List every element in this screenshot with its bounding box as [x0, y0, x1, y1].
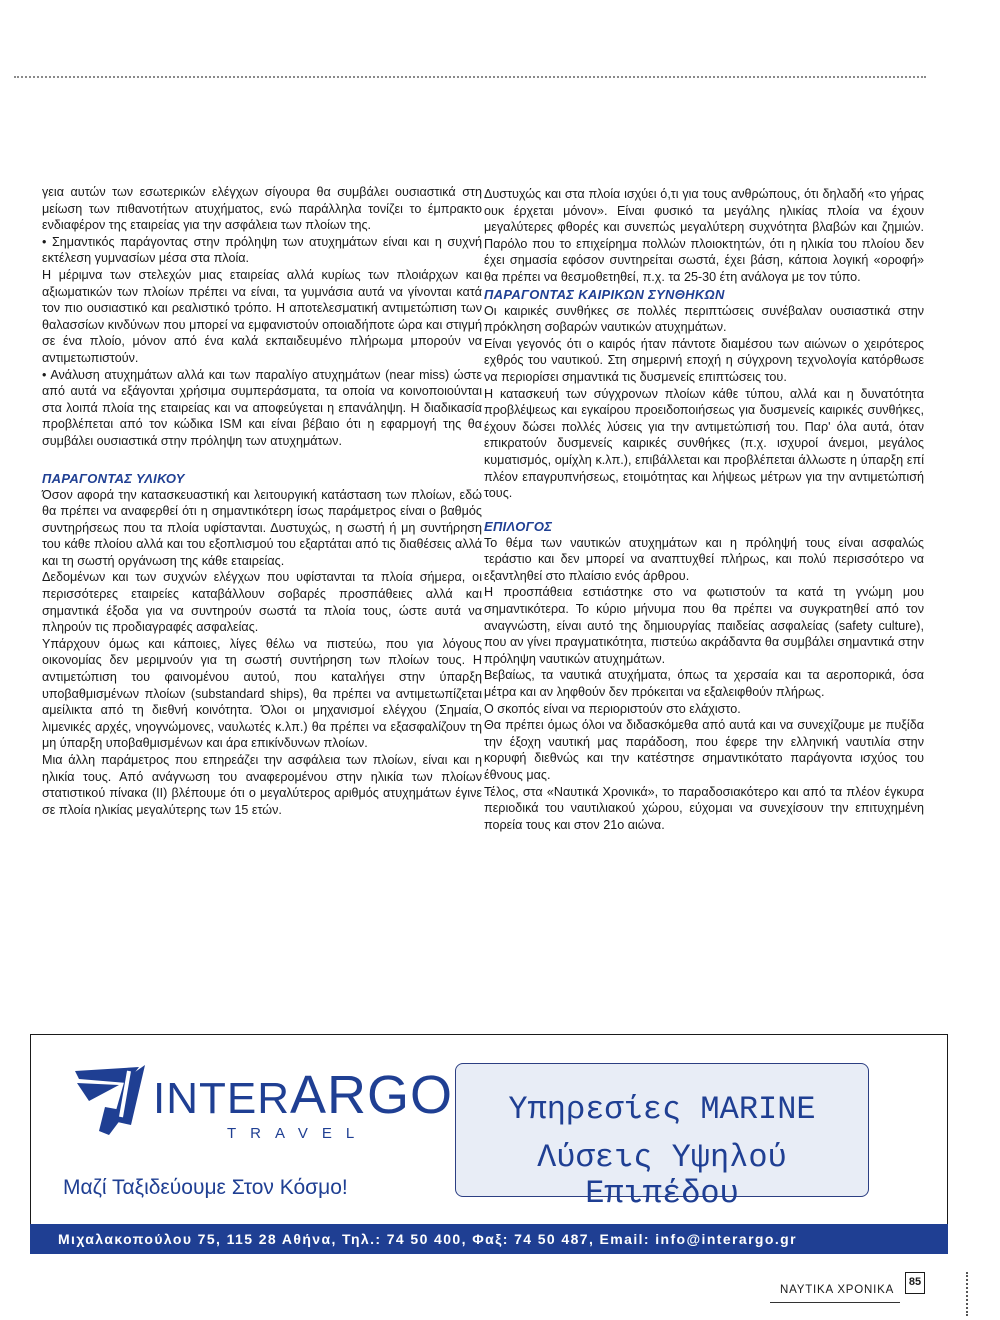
ad-slogan: Μαζί Ταξιδεύουμε Στον Κόσμο! [63, 1176, 348, 1199]
bullet-paragraph: • Σημαντικός παράγοντας στην πρόληψη των ατυχημάτων είναι και η συχνή εκτέλεση γυμνασίων μέσα στα πλοία. [42, 234, 482, 266]
paragraph: Είναι γεγονός ότι ο καιρός ήταν πάντοτε διαμέσου των αιώνων ο χειρότερος εχθρός του ναυτικού. Στη σημερινή εποχή η σύγχρονη τεχνολογία κατόρθωσε να περιορίσει σημαντικά τις δυσμενείς επιπτώσεις του. [484, 336, 924, 384]
top-dotted-rule [14, 76, 926, 78]
magazine-name: ΝΑΥΤΙΚΑ ΧΡΟΝΙΚΑ [780, 1284, 895, 1296]
paragraph: Οι καιρικές συνθήκες σε πολλές περιπτώσεις συνέβαλαν ουσιαστικά στην πρόκληση σοβαρών ναυτικών ατυχημάτων. [484, 303, 924, 335]
section-heading-epilogue: ΕΠΙΛΟΓΟΣ [484, 518, 553, 534]
right-dotted-rule [966, 1272, 968, 1316]
interargo-advertisement [30, 1034, 948, 1246]
paragraph: Δεδομένων και των συχνών ελέγχων που υφίστανται τα πλοία σήμερα, οι περισσότερες εταιρείες καταβάλλουν σοβαρές προσπάθειες αλλά και σημαντικά έξοδα για να συντηρούν σωστά τα πλοία τους, ώστε αυτά να πληρούν τις προδιαγραφές ασφαλείας. [42, 570, 482, 635]
paragraph: Βεβαίως, τα ναυτικά ατυχήματα, όπως τα χερσαία και τα αεροπορικά, όσα μέτρα και αν ληφθούν δεν πρόκειται να εξαλειφθούν πλήρως. [484, 668, 924, 700]
paragraph: Υπάρχουν όμως και κάποιες, λίγες θέλω να πιστεύω, που για λόγους οικονομίας δεν μεριμνούν για τη σωστή συντήρηση των πλοίων τους. Η αντιμετώπιση του φαινομένου αυτού, που καταλήγει στην ύπαρξη υποβαθμισμένων πλοίων (substandard ships), θα πρέπει να αντιμετωπίζεται αμείλικτα από τη διεθνή κοινότητα. Όλοι οι μηχανισμοί ελέγχου (Σημαία, λιμενικές αρχές, νηογνώμονες, ναυλωτές κ.λπ.) θα πρέπει να εξασφαλίζουν τη μη ύπαρξη υποβαθμισμένων και άρα επικίνδυνων πλοίων. [42, 636, 482, 751]
marine-services-box [455, 1063, 869, 1212]
paragraph: Μια άλλη παράμετρος που επηρεάζει την ασφάλεια των πλοίων, είναι και η ηλικία τους. Από ανάγνωση του αναφερομένου στην ηλικία των πλοίων στατιστικού πίνακα (ΙΙ) βλέπουμε ότι ο μεγαλύτερος αριθμός ατυχημάτων έγινε σε πλοία ηλικίας μεγαλύτερης των 15 ετών. [42, 753, 482, 817]
ad-contact-bar: Μιχαλακοπούλου 75, 115 28 Αθήνα, Τηλ.: 74 50 400, Φαξ: 74 50 487, Email: info@interargo.gr [30, 1224, 948, 1254]
paragraph: Όσον αφορά την κατασκευαστική και λειτουργική κατάσταση των πλοίων, εδώ θα πρέπει να αναφερθεί ότι η σημαντικότερη ίσως παράμετρος είναι ο βαθμός συντηρήσεως που τα πλοία υφίστανται. Δυστυχώς, η σωστή ή μη συντήρηση του κάθε πλοίου αλλά και του εξοπλισμού του εξαρτάται από τις διαθέσεις αλλά και τη σωστή οργάνωση της κάθε εταιρείας. [42, 487, 482, 568]
paragraph: Ο σκοπός είναι να περιοριστούν στο ελάχιστο. [484, 701, 741, 716]
interargo-logo [69, 1061, 454, 1151]
section-heading-material: ΠΑΡΑΓΟΝΤΑΣ ΥΛΙΚΟΥ [42, 470, 185, 486]
paragraph: Το θέμα των ναυτικών ατυχημάτων και η πρόληψή τους είναι ασφαλώς τεράστιο και δεν μπορεί να αναπτυχθεί πλήρως, και πολύ περισσότερο να εξαντληθεί στο πλαίσιο ενός άρθρου. [484, 535, 924, 583]
marine-line-1: Υπηρεσίες MARINE [508, 1091, 816, 1128]
marine-line-2: Λύσεις Υψηλού Επιπέδου [537, 1139, 787, 1212]
left-column [42, 184, 482, 818]
paragraph: Θα πρέπει όμως όλοι να διδασκόμεθα από αυτά και να συνεχίζουμε με πυξίδα την έξοχη ναυτική μας παράδοση, που έφερε την ελληνική ναυτιλία στην κορυφή διεθνώς και την κατέστησε σημαντικότατο παράγοντα ισχύος του έθνους μας. [484, 718, 924, 782]
paragraph: Η μέριμνα των στελεχών μιας εταιρείας αλλά κυρίως των πλοιάρχων και αξιωματικών των πλοίων πρέπει να είναι, τα γυμνάσια αυτά να γίνονται κατά τον πιο ουσιαστικό και ρεαλιστικό τρόπο. Η αποτελεσματική αντιμετώπιση των θαλασσίων κινδύνων που μπορεί να εμφανιστούν οποιαδήποτε ώρα και στιγμή σε ένα πλοίο, μόνον από ένα καλά εκπαιδευμένο πλήρωμα μπορούν να αντιμετωπιστούν. [42, 267, 482, 365]
bullet-paragraph: • Ανάλυση ατυχημάτων αλλά και των παραλίγο ατυχημάτων (near miss) ώστε από αυτά να εξάγονται χρήσιμα συμπεράσματα, τα οποία να κοινοποιούνται στα λοιπά πλοία της εταιρείας και να αποφεύγεται η επανάληψη. Η διαδικασία προβλέπεται από τον κώδικα ISM και είναι βέβαιο ότι η εφαρμογή της θα συμβάλει ουσιαστικά στην πρόληψη των ατυχημάτων. [42, 367, 482, 448]
paragraph: γεια αυτών των εσωτερικών ελέγχων σίγουρα θα συμβάλει ουσιαστικά στη μείωση των πιθανοτήτων ατυχήματος, ενώ παράλληλα τονίζει το έμπρακτο ενδιαφέρον της εταιρείας για την ασφάλεια των πλοίων της. [42, 185, 482, 233]
logo-travel-label: TRAVEL [227, 1125, 369, 1142]
page-number: 85 [905, 1272, 925, 1294]
right-column [484, 186, 924, 833]
logo-wordmark: INTERARGO [153, 1065, 454, 1125]
paragraph: Δυστυχώς και στα πλοία ισχύει ό,τι για τους ανθρώπους, ότι δηλαδή «το γήρας ουκ έρχεται μόνον». Είναι φυσικό τα μεγάλης ηλικίας πλοία να έχουν μεγαλύτερες φθορές και συνεπώς μεγαλύτερη συχνότητα βλαβών και ζημιών. Παρόλο που το επιχείρημα πολλών πλοιοκτητών, ότι η ηλικία του πλοίου δεν έχει σημασία εφόσον συντηρείται σωστά, έχει βάση, κάποια λογική «οροφή» θα πρέπει να θεσμοθετηθεί, π.χ. τα 25-30 έτη ανάλογα με τον τύπο. [484, 187, 924, 284]
section-heading-weather: ΠΑΡΑΓΟΝΤΑΣ ΚΑΙΡΙΚΩΝ ΣΥΝΘΗΚΩΝ [484, 286, 725, 302]
paragraph: Τέλος, στα «Ναυτικά Χρονικά», το παραδοσιακότερο και από τα πλέον έγκυρα περιοδικά του ναυτιλιακού χώρου, εύχομαι να συνεχίσουν την επιτυχημένη πορεία τους και στον 21ο αιώνα. [484, 784, 924, 832]
footer-rule [770, 1302, 900, 1303]
paragraph: Η προσπάθεια εστιάστηκε στο να φωτιστούν τα κατά τη γνώμη μου σημαντικότερα. Το κύριο μήνυμα που θα πρέπει να συγκρατηθεί από τον αναγνώστη, είναι αυτό της δημιουργίας παιδείας ασφαλείας (safety culture), που αν γίνει πραγματικότητα, πιστεύω ακράδαντα θα συμβάλει σημαντικά στην πρόληψη ναυτικών ατυχημάτων. [484, 585, 924, 666]
paragraph: Η κατασκευή των σύγχρονων πλοίων κάθε τύπου, αλλά και η δυνατότητα προβλέψεως και εγκαίρου προειδοποιήσεως για δυσμενείς καιρικές συνθήκες, έχουν δώσει πολλές λύσεις για την αντιμετώπισή του. Παρ' όλα αυτά, όταν επικρατούν δυσμενείς καιρικές συνθήκες (π.χ. ισχυροί άνεμοι, μεγάλος κυματισμός, ομίχλη κ.λπ.), επιβάλλεται και προβλέπεται άλλωστε η ύπαρξη επί πλέον επαγρυπνήσεως, ετοιμότητας και λήψεως μέτρων για την αντιμετώπισή τους. [484, 386, 924, 501]
logo-plane-icon [69, 1061, 149, 1141]
